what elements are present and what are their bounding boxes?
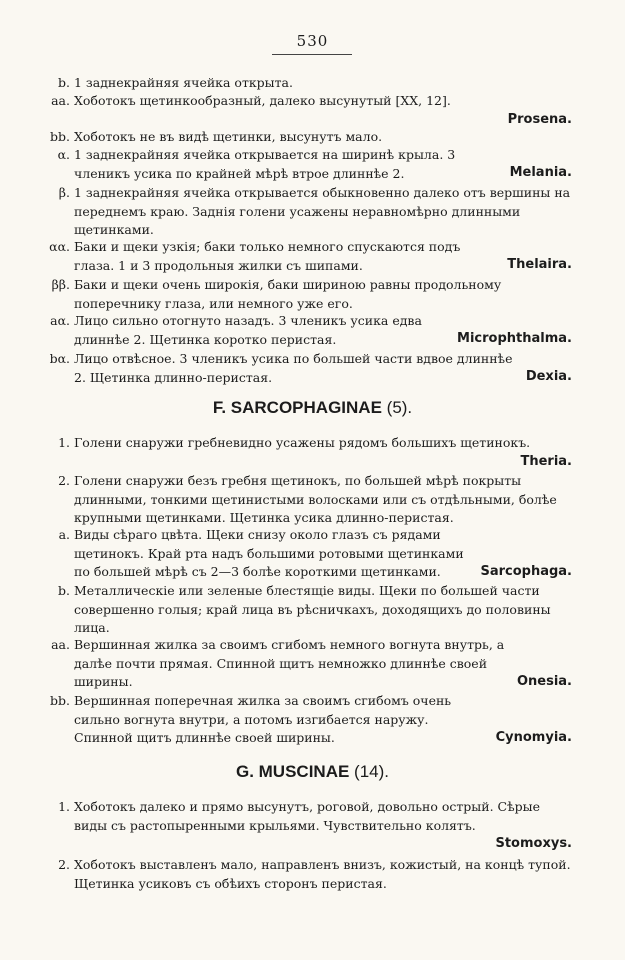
- entry-text: Хоботокъ щетинкообразный, далеко высунутый [XX, 12].: [74, 93, 451, 108]
- entry-key: a.: [58, 527, 70, 542]
- section-title: F. SARCOPHAGINAE: [212, 398, 382, 417]
- entry-text: Лицо отвѣсное. 3 членикъ усика по большей части вдвое длиннѣе 2. Щетинка длинно-перистая.: [74, 351, 513, 385]
- key-entry: [51, 92, 572, 129]
- entry-key: 1.: [58, 799, 70, 814]
- section-count: (5).: [386, 398, 413, 417]
- genus-name: Cynomyia.: [495, 730, 572, 745]
- entry-text: Металлическіе или зеленые блестящіе виды. Щеки по большей части совершенно голыя; край лица въ рѣсничкахъ, доходящихъ до половины лица.: [74, 583, 551, 635]
- section-heading-f: [0, 398, 625, 418]
- entry-text: Лицо сильно отогнуто назадъ. 3 членикъ усика едва длиннѣе 2. Щетинка коротко перистая.: [74, 313, 422, 347]
- key-entry: [58, 74, 572, 93]
- entry-text: Вершинная жилка за своимъ сгибомъ немного вогнута внутрь, а далѣе почти прямая. Спинной щитъ немножко длиннѣе своей ширины.: [74, 637, 505, 689]
- key-entry: [58, 472, 572, 528]
- entry-text: 1 заднекрайняя ячейка открыта.: [74, 75, 293, 90]
- entry-key: αα.: [49, 239, 70, 254]
- header-rule: [272, 54, 352, 55]
- key-entry: [51, 276, 572, 313]
- key-entry: [50, 692, 572, 748]
- entry-key: 1.: [58, 435, 70, 450]
- entry-key: b.: [58, 583, 70, 598]
- section-title: G. MUSCINAE: [235, 762, 350, 781]
- entry-text: 1 заднекрайняя ячейка открывается обыкновенно далеко отъ вершины на переднемъ краю. Заднія голени усажены неравномѣрно длинными щетинками.: [74, 185, 571, 237]
- entry-text: Баки и щеки очень широкія, баки шириною равны продольному поперечнику глаза, или немного уже его.: [74, 277, 502, 311]
- entry-text: Вершинная поперечная жилка за своимъ сгибомъ очень сильно вогнута внутри, а потомъ изгибается наружу. Спинной щитъ длиннѣе своей ширины.: [74, 693, 452, 745]
- page-number: 530: [296, 32, 329, 50]
- entry-key: b.: [58, 75, 70, 90]
- key-entry: [58, 798, 572, 854]
- entry-text: Хоботокъ не въ видѣ щетинки, высунутъ мало.: [74, 129, 383, 144]
- entry-key: 2.: [58, 473, 70, 488]
- entry-key: α.: [57, 147, 70, 162]
- key-entry: [51, 636, 572, 692]
- entry-key: ββ.: [51, 277, 70, 292]
- genus-name: Stomoxys.: [495, 836, 572, 851]
- entry-key: aα.: [50, 313, 70, 328]
- section-count: (14).: [354, 762, 390, 781]
- key-entry: [58, 184, 572, 240]
- genus-name: Prosena.: [507, 111, 572, 127]
- key-entry: [58, 434, 572, 471]
- genus-name: Thelaira.: [507, 257, 572, 272]
- genus-name: Melania.: [509, 165, 572, 180]
- entry-text: Хоботокъ выставленъ мало, направленъ внизъ, кожистый, на концѣ тупой. Щетинка усиковъ съ обѣихъ сторонъ перистая.: [74, 857, 571, 891]
- key-entry: [58, 582, 572, 638]
- key-entry: [58, 856, 572, 893]
- key-entry: [50, 128, 572, 147]
- entry-text: Баки и щеки узкія; баки только немного спускаются подъ глаза. 1 и 3 продольныя жилки съ шипами.: [74, 239, 461, 273]
- genus-name: Dexia.: [525, 369, 572, 384]
- key-entry: [57, 146, 572, 183]
- entry-key: aa.: [51, 93, 70, 108]
- genus-name: Theria.: [520, 453, 572, 469]
- key-entry: [49, 350, 572, 387]
- entry-text: Виды сѣраго цвѣта. Щеки снизу около глазъ съ рядами щетинокъ. Край рта надъ большими ротовыми щетинками по большей мѣрѣ съ 2—3 болѣе короткими щетинками.: [74, 527, 464, 579]
- entry-text: Голени снаружи безъ гребня щетинокъ, по большей мѣрѣ покрыты длинными, тонкими щетинистыми волосками или съ отдѣльными, болѣе крупными щетинками. Щетинка усика длинно-перистая.: [74, 473, 557, 525]
- entry-text: 1 заднекрайняя ячейка открывается на ширинѣ крыла. 3 членикъ усика по крайней мѣрѣ втрое длиннѣе 2.: [74, 147, 456, 181]
- entry-key: bb.: [50, 693, 70, 708]
- entry-key: bα.: [49, 351, 70, 366]
- genus-name: Onesia.: [516, 674, 572, 689]
- genus-name: Microphthalma.: [457, 331, 572, 346]
- section-heading-g: [0, 762, 625, 782]
- key-entry: [58, 526, 572, 582]
- entry-key: bb.: [50, 129, 70, 144]
- key-entry: [50, 312, 572, 349]
- entry-key: aa.: [51, 637, 70, 652]
- entry-text: Хоботокъ далеко и прямо высунутъ, роговой, довольно острый. Сѣрые виды съ растопыренными крыльями. Чувствительно колятъ.: [74, 799, 540, 833]
- entry-key: β.: [58, 185, 70, 200]
- key-entry: [49, 238, 572, 275]
- entry-key: 2.: [58, 857, 70, 872]
- genus-name: Sarcophaga.: [480, 564, 572, 579]
- entry-text: Голени снаружи гребневидно усажены рядомъ большихъ щетинокъ.: [74, 435, 531, 450]
